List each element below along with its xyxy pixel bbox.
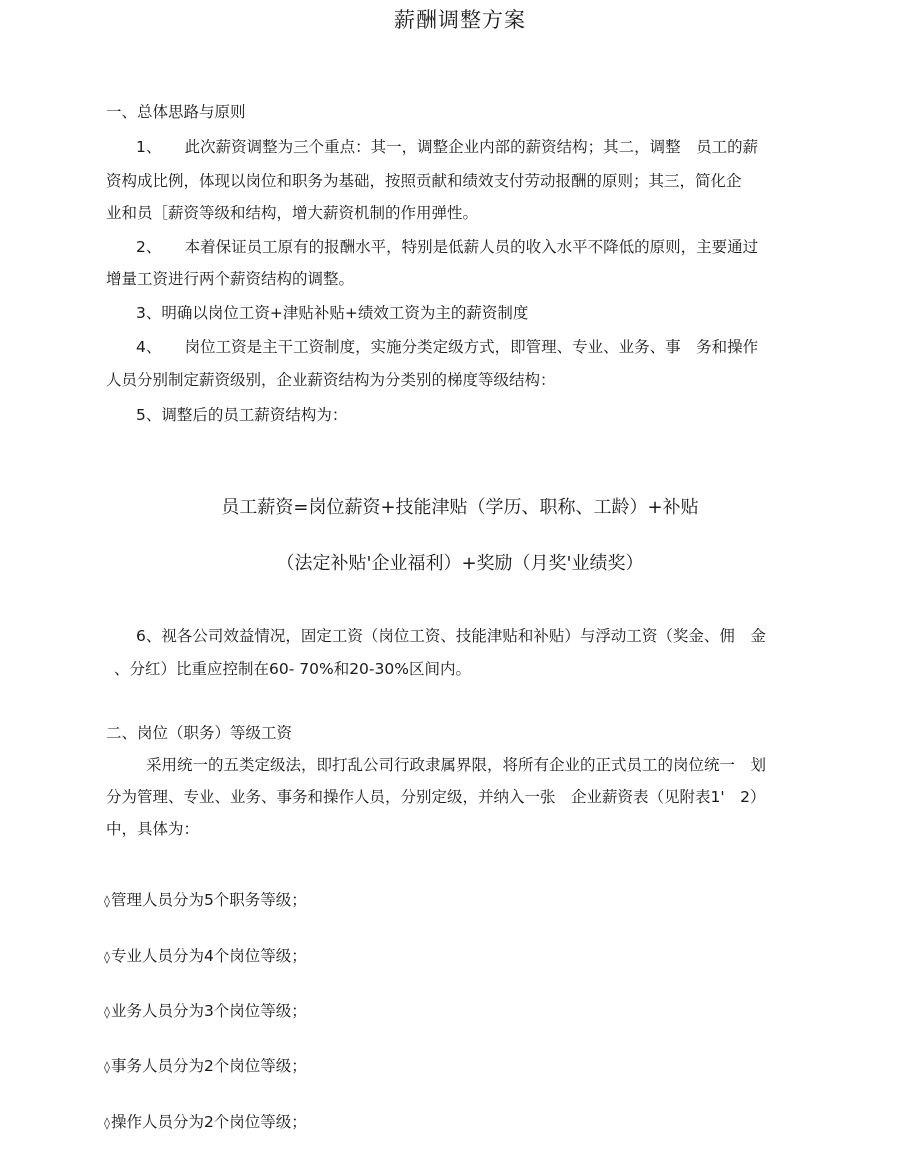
item-6-line-2: 、分红）比重应控制在60- 70%和20-30%区间内。 [114, 660, 471, 678]
item-4-line-2: 人员分别制定薪资级别，企业薪资结构为分类别的梯度等级结构： [106, 371, 556, 389]
formula-line-2: （法定补贴'企业福利）+奖励（月奖'业绩奖） [276, 553, 644, 574]
list-item: ◊业务人员分为3个岗位等级； [104, 1002, 307, 1020]
item-3-line-1: 3、明确以岗位工资+津贴补贴+绩效工资为主的薪资制度 [136, 304, 529, 322]
item-1-line-1: 1、 此次薪资调整为三个重点：其一，调整企业内部的薪资结构；其二，调整 员工的薪 [136, 138, 759, 156]
section-2-para-line-1: 采用统一的五类定级法，即打乱公司行政隶属界限，将所有企业的正式员工的岗位统一 划 [146, 756, 767, 774]
item-2-line-2: 增量工资进行两个薪资结构的调整。 [106, 270, 355, 288]
item-6-line-1: 6、视各公司效益情况，固定工资（岗位工资、技能津贴和补贴）与浮动工资（奖金、佣 金 [136, 627, 766, 645]
list-item: ◊管理人员分为5个职务等级； [104, 891, 307, 909]
section-2-para-line-3: 中，具体为： [106, 820, 200, 838]
item-2-line-1: 2、 本着保证员工原有的报酬水平，特别是低薪人员的收入水平不降低的原则，主要通过 [136, 238, 759, 256]
list-item: ◊事务人员分为2个岗位等级； [104, 1057, 307, 1075]
section-2-para-line-2: 分为管理、专业、业务、事务和操作人员，分别定级，并纳入一张 企业薪资表（见附表1' 2） [106, 788, 766, 806]
diamond-bullet-icon: ◊ [104, 1060, 110, 1074]
diamond-bullet-icon: ◊ [104, 1005, 110, 1019]
section-1-heading: 一、总体思路与原则 [106, 103, 246, 121]
document-title: 薪酬调整方案 [394, 8, 526, 32]
diamond-bullet-icon: ◊ [104, 1116, 110, 1130]
item-5-line-1: 5、调整后的员工薪资结构为： [136, 406, 348, 424]
item-1-line-2: 资构成比例，体现以岗位和职务为基础，按照贡献和绩效支付劳动报酬的原则；其三，简化企 [106, 172, 742, 190]
list-item: ◊操作人员分为2个岗位等级； [104, 1113, 307, 1131]
item-1-line-3: 业和员［薪资等级和结构，增大薪资机制的作用弹性。 [106, 204, 479, 222]
list-item: ◊专业人员分为4个岗位等级； [104, 947, 307, 965]
formula-line-1: 员工薪资=岗位薪资+技能津贴（学历、职称、工龄）+补贴 [221, 497, 699, 518]
diamond-bullet-icon: ◊ [104, 950, 110, 964]
section-2-heading: 二、岗位（职务）等级工资 [106, 724, 293, 742]
diamond-bullet-icon: ◊ [104, 894, 110, 908]
item-4-line-1: 4、 岗位工资是主干工资制度，实施分类定级方式，即管理、专业、业务、事 务和操作 [136, 338, 759, 356]
